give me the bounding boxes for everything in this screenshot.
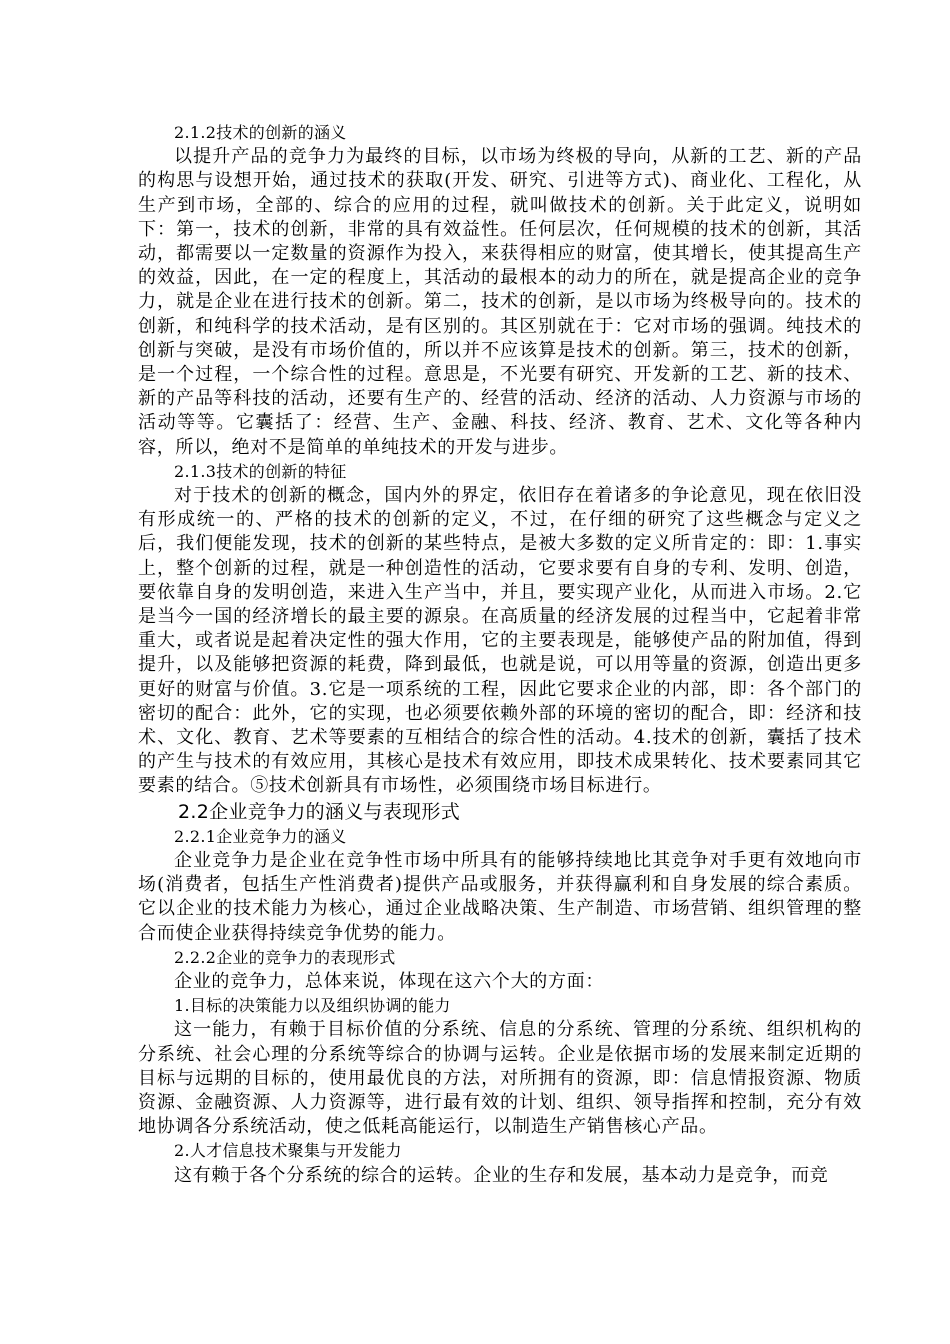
- paragraph-six-aspects: 企业的竞争力，总体来说，体现在这六个大的方面：: [174, 970, 605, 992]
- paragraph-innovation-meaning: 以提升产品的竞争力为最终的目标，以市场为终极的导向，从新的工艺、新的产品的构思与设想开始，通过技术的获取(开发、研究、引进等方式)、商业化、工程化，从生产到市场，全部的、综合的应用的过程，就叫做技术的创新。关于此定义，说明如下：第一，技术的创新，非常的具有效益性。任何层次，任何规模的技术的创新，其活动，都需要以一定数量的资源作为投入，来获得相应的财富，使其增长，使其提高生产的效益，因此，在一定的程度上，其活动的最根本的动力的所在，就是提高企业的竞争力，就是企业在进行技术的创新。第二，技术的创新，是以市场为终极导向的。技术的创新，和纯科学的技术活动，是有区别的。其区别就在于：它对市场的强调。纯技术的创新与突破，是没有市场价值的，所以并不应该算是技术的创新。第三，技术的创新，是一个过程，一个综合性的过程。意思是，不光要有研究、开发新的工艺、新的技术、新的产品等科技的活动，还要有生产的、经营的活动、经济的活动、人力资源与市场的活动等等。它囊括了：经营、生产、金融、科技、经济、教育、艺术、文化等各种内容，所以，绝对不是简单的单纯技术的开发与进步。: [138, 146, 862, 458]
- document-page: [138, 121, 862, 1188]
- paragraph-item-2: 这有赖于各个分系统的综合的运转。企业的生存和发展，基本动力是竞争，而竞: [174, 1164, 829, 1186]
- subheading-item-1: 1.目标的决策能力以及组织协调的能力: [174, 996, 451, 1016]
- section-heading-2-2: 2.2企业竞争力的涵义与表现形式: [178, 800, 461, 823]
- subheading-2-2-1: 2.2.1企业竞争力的涵义: [174, 826, 347, 846]
- subheading-2-1-3: 2.1.3技术的创新的特征: [174, 461, 347, 481]
- paragraph-innovation-features: 对于技术的创新的概念，国内外的界定，依旧存在着诸多的争论意见，现在依旧没有形成统一的、严格的技术的创新的定义，不过，在仔细的研究了这些概念与定义之后，我们便能发现，技术的创新的某些特点，是被大多数的定义所肯定的：即：1.事实上，整个创新的过程，就是一种创造性的活动，它要求要有自身的专利、发明、创造，要依靠自身的发明创造，来进入生产当中，并且，要实现产业化，从而进入市场。2.它是当今一国的经济增长的最主要的源泉。在高质量的经济发展的过程当中，它起着非常重大，或者说是起着决定性的强大作用，它的主要表现是，能够使产品的附加值，得到提升，以及能够把资源的耗费，降到最低，也就是说，可以用等量的资源，创造出更多更好的财富与价值。3.它是一项系统的工程，因此它要求企业的内部，即：各个部门的密切的配合：此外，它的实现，也必须要依赖外部的环境的密切的配合，即：经济和技术、文化、教育、艺术等要素的互相结合的综合性的活动。4.技术的创新，囊括了技术的产生与技术的有效应用，其核心是技术有效应用，即技术成果转化、技术要素同其它要素的结合。⑤技术创新具有市场性，必须围绕市场目标进行。: [138, 485, 862, 797]
- subheading-2-2-2: 2.2.2企业的竞争力的表现形式: [174, 947, 396, 967]
- paragraph-competitiveness-meaning: 企业竞争力是企业在竞争性市场中所具有的能够持续地比其竞争对手更有效地向市场(消费者，包括生产性消费者)提供产品或服务，并获得赢利和自身发展的综合素质。它以企业的技术能力为核心，通过企业战略决策、生产制造、市场营销、组织管理的整合而使企业获得持续竞争优势的能力。: [138, 849, 862, 944]
- subheading-2-1-2: 2.1.2技术的创新的涵义: [174, 123, 347, 142]
- subheading-item-2: 2.人才信息技术聚集与开发能力: [174, 1141, 402, 1161]
- paragraph-item-1: 这一能力，有赖于目标价值的分系统、信息的分系统、管理的分系统、组织机构的分系统、社会心理的分系统等综合的协调与运转。企业是依据市场的发展来制定近期的目标与远期的目标的，使用最优良的方法，对所拥有的资源，即：信息情报资源、物质资源、金融资源、人力资源等，进行最有效的计划、组织、领导指挥和控制，充分有效地协调各分系统活动，使之低耗高能运行，以制造生产销售核心产品。: [138, 1019, 862, 1138]
